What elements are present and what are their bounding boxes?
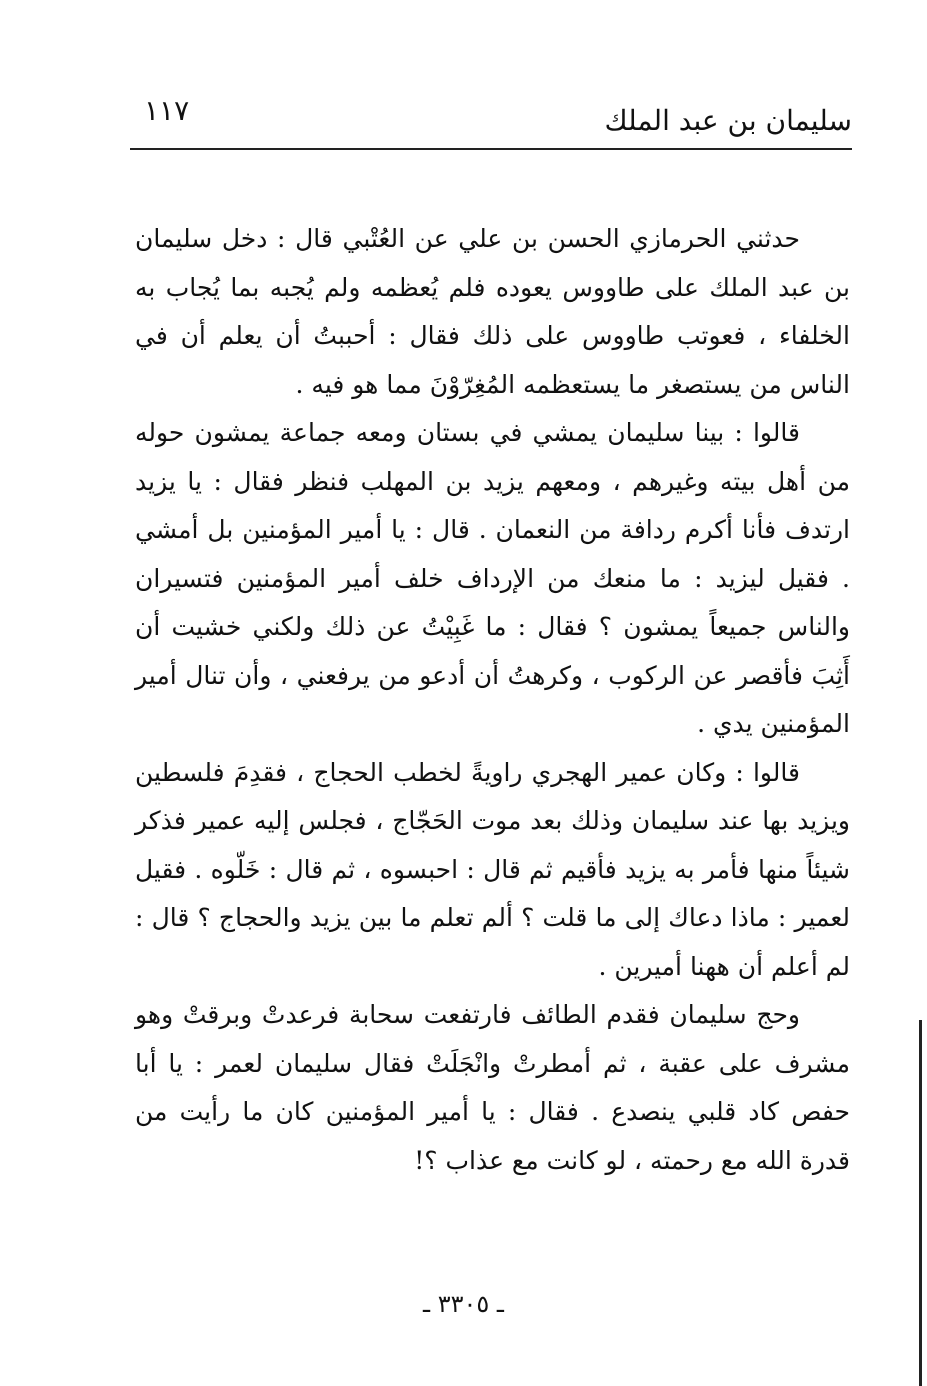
header-divider bbox=[130, 148, 852, 150]
paragraph-2: قالوا : بينا سليمان يمشي في بستان ومعه جماعة يمشون حوله من أهل بيته وغيرهم ، ومعهم يزيد بن المهلب فنظر فقال : يا يزيد ارتدف فأنا أكرم ردافة من النعمان . قال : يا أمير المؤمنين بل أمشي . فقيل ليزيد : ما منعك من الإرداف خلف أمير المؤمنين فتسيران والناس جميعاً يمشون ؟ فقال : ما غَبِيْتُ عن ذلك ولكني خشيت أن أَثِبَ فأقصر عن الركوب ، وكرهتُ أن أدعو من يرفعني ، وأن تنال أمير المؤمنين يدي . bbox=[135, 418, 850, 738]
footer-page-number: ـ ٣٣٠٥ ـ bbox=[423, 1290, 504, 1318]
paragraph-1: حدثني الحرمازي الحسن بن علي عن العُتْبي قال : دخل سليمان بن عبد الملك على طاووس يعوده فلم يُعظمه ولم يُجبه بما يُجاب به الخلفاء ، فعوتب طاووس على ذلك فقال : أحببتُ أن يعلم أن في الناس من يستصغر ما يستعظمه المُغِرّوْنَ مما هو فيه . bbox=[135, 224, 850, 399]
paragraph-4: وحج سليمان فقدم الطائف فارتفعت سحابة فرعدتْ وبرقتْ وهو مشرف على عقبة ، ثم أمطرتْ وانْجَلَتْ فقال سليمان لعمر : يا أبا حفص كاد قلبي ينصدع . فقال : يا أمير المؤمنين كان ما رأيت من قدرة الله مع رحمته ، لو كانت مع عذاب ؟! bbox=[135, 1000, 850, 1175]
header-page-number: ١١٧ bbox=[144, 94, 190, 127]
paragraph-3: قالوا : وكان عمير الهجري راويةً لخطب الحجاج ، فقدِمَ فلسطين ويزيد بها عند سليمان وذلك بعد موت الحَجّاج ، فجلس إليه عمير فذكر شيئاً منها فأمر به يزيد فأقيم ثم قال : احبسوه ، ثم قال : خَلّوه . فقيل لعمير : ماذا دعاك إلى ما قلت ؟ ألم تعلم ما بين يزيد والحجاج ؟ قال : لم أعلم أن ههنا أميرين . bbox=[135, 757, 850, 981]
page-edge-line bbox=[919, 1020, 922, 1386]
running-header bbox=[130, 92, 852, 152]
chapter-title: سليمان بن عبد الملك bbox=[604, 104, 852, 137]
body-text bbox=[135, 215, 850, 1185]
